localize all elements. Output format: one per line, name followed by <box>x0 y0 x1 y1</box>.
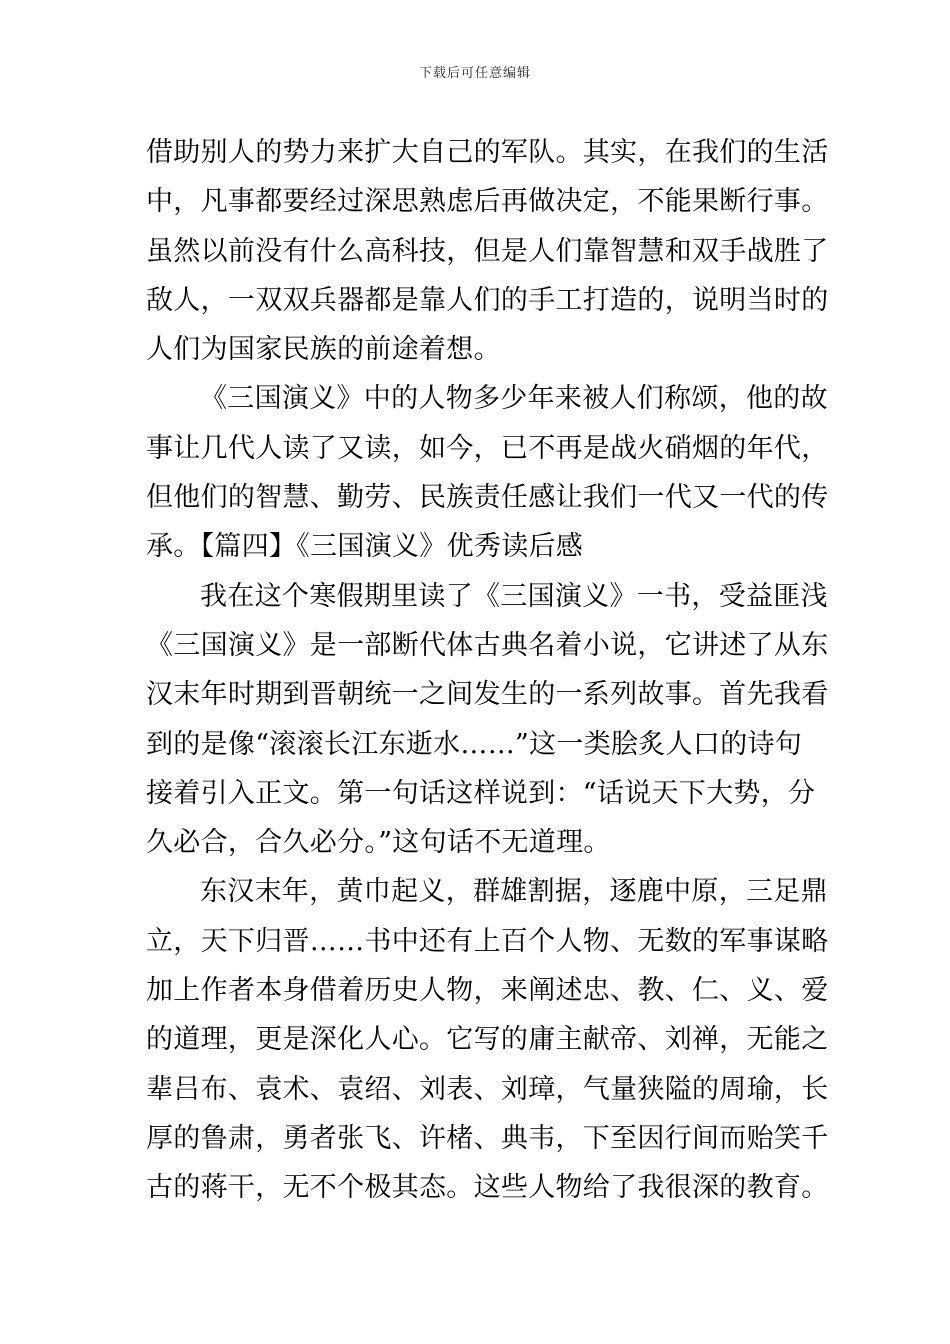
text-line: 立，天下归晋……书中还有上百个人物、无数的军事谋略 <box>146 925 829 957</box>
text-line: 我在这个寒假期里读了《三国演义》一书，受益匪浅 <box>200 580 828 612</box>
document-body <box>146 128 829 1213</box>
text-line: 厚的鲁肃，勇者张飞、许楮、典韦，下至因行间而贻笑千 <box>146 1122 829 1154</box>
text-line: 《三国演义》是一部断代体古典名着小说，它讲述了从东 <box>146 629 829 661</box>
text-line: 加上作者本身借着历史人物，来阐述忠、教、仁、义、爱 <box>146 975 829 1007</box>
text-line: 到的是像“滚滚长江东逝水……”这一类脍炙人口的诗句 <box>146 728 803 760</box>
text-line: 汉末年时期到晋朝统一之间发生的一系列故事。首先我看 <box>146 679 829 711</box>
text-line: 久必合，合久必分。”这句话不无道理。 <box>146 827 611 859</box>
text-line: 敌人，一双双兵器都是靠人们的手工打造的，说明当时的 <box>146 284 829 316</box>
text-line: 接着引入正文。第一句话这样说到：“话说天下大势，分 <box>146 777 816 809</box>
text-line: 《三国演义》中的人物多少年来被人们称颂，他的故 <box>200 383 828 415</box>
text-line: 虽然以前没有什么高科技，但是人们靠智慧和双手战胜了 <box>146 235 829 267</box>
text-line: 人们为国家民族的前途着想。 <box>146 334 501 366</box>
text-line: 的道理，更是深化人心。它写的庸主献帝、刘禅，无能之 <box>146 1024 829 1056</box>
text-line: 古的蒋干，无不个极其态。这些人物给了我很深的教育。 <box>146 1172 829 1204</box>
text-line: 借助别人的势力来扩大自己的军队。其实，在我们的生活 <box>146 137 829 168</box>
text-line: 辈吕布、袁术、袁绍、刘表、刘璋，气量狭隘的周瑜，长 <box>146 1073 829 1105</box>
text-line: 东汉末年，黄巾起义，群雄割据，逐鹿中原，三足鼎 <box>200 876 828 908</box>
text-line: 但他们的智慧、勤劳、民族责任感让我们一代又一代的传 <box>146 482 829 514</box>
page-header: 下载后可任意编辑 <box>418 66 531 81</box>
text-line: 中，凡事都要经过深思熟虑后再做决定，不能果断行事。 <box>146 186 829 218</box>
text-line: 事让几代人读了又读，如今，已不再是战火硝烟的年代， <box>146 432 829 464</box>
text-line: 承。【篇四】《三国演义》优秀读后感 <box>146 531 584 563</box>
